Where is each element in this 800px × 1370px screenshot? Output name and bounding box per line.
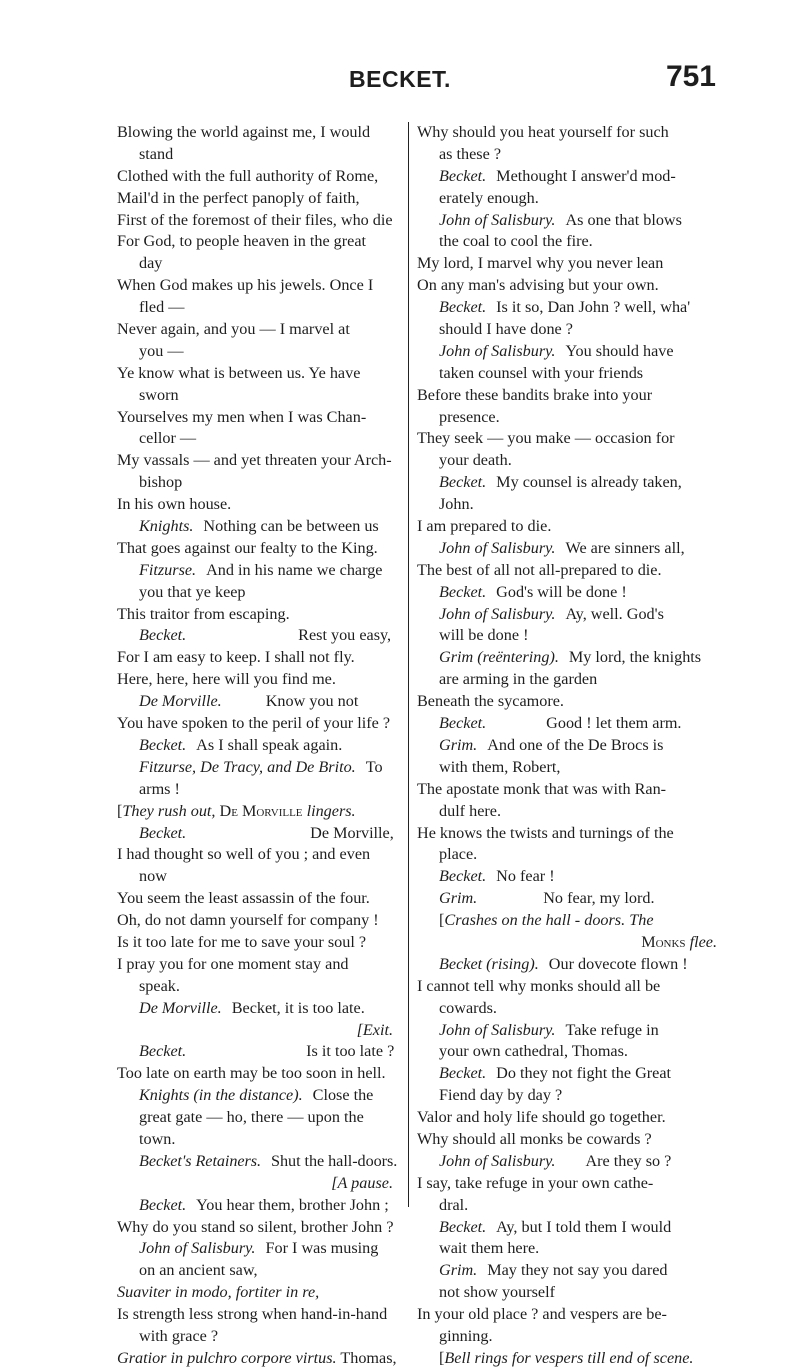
text-line [417, 669, 717, 691]
line-text: Mail'd in the perfect panoply of faith, [117, 188, 360, 207]
text-line [117, 647, 393, 669]
text-line [117, 385, 393, 407]
line-text: Shut the hall-doors. [271, 1151, 398, 1170]
text-line [117, 341, 393, 363]
text-line [417, 582, 717, 604]
speaker-name: Becket. [439, 298, 487, 317]
text-line [417, 1195, 717, 1217]
text-line [117, 844, 393, 866]
line-text: That goes against our fealty to the King. [117, 538, 378, 557]
line-text: John. [439, 495, 474, 514]
line-text: Yourselves my men when I was Chan- [117, 407, 367, 426]
text-line [117, 669, 393, 691]
line-text: Take refuge in [565, 1020, 659, 1039]
line-text: Methought I answer'd mod- [496, 166, 676, 185]
text-line [417, 1304, 717, 1326]
line-text: Is it too late for me to save your soul ? [117, 932, 367, 951]
running-head: BECKET. [349, 66, 451, 92]
line-text: speak. [139, 976, 180, 995]
text-line [417, 428, 717, 450]
speaker-name: John of Salisbury. [439, 341, 556, 360]
text-line [417, 604, 717, 626]
speaker-name: Becket. [139, 735, 187, 754]
line-text: In your old place ? and vespers are be- [417, 1305, 667, 1324]
text-line [117, 1348, 397, 1370]
line-text: I say, take refuge in your own cathe- [417, 1173, 654, 1192]
stage-direction: Bell rings for vespers till end of scene. [444, 1348, 694, 1367]
stage-direction: Crashes on the hall - doors. [444, 911, 626, 930]
line-text: with them, Robert, [439, 757, 561, 776]
line-text: dral. [439, 1195, 469, 1214]
text-line [417, 779, 717, 801]
line-text: as these ? [439, 144, 502, 163]
text-line [417, 1217, 717, 1239]
line-text: Do they not fight the Great [496, 1064, 672, 1083]
speaker-name: Becket's Retainers. [139, 1151, 262, 1170]
text-line [117, 1041, 393, 1063]
speaker-name: John of Salisbury. [439, 1020, 556, 1039]
line-text: Fiend day by day ? [439, 1086, 563, 1105]
line-text: town. [139, 1129, 176, 1148]
stage-direction: flee. [689, 932, 717, 951]
line-text: When God makes up his jewels. Once I [117, 276, 374, 295]
text-line [417, 188, 717, 210]
text-line [117, 625, 393, 647]
text-line [117, 166, 393, 188]
speaker-name: Becket. [439, 867, 487, 886]
speaker-name: Becket. [139, 823, 187, 842]
line-text: Rest you easy, [298, 626, 392, 645]
line-text: arms ! [139, 779, 180, 798]
text-line [417, 976, 717, 998]
speaker-name: Becket. [139, 1195, 187, 1214]
line-text: Becket, it is too late. [231, 998, 365, 1017]
line-text: Are they so ? [585, 1151, 672, 1170]
line-text: the coal to cool the fire. [439, 232, 593, 251]
line-text: First of the foremost of their files, who die [117, 210, 393, 229]
line-text: great gate — ho, there — upon the [139, 1108, 364, 1127]
text-line [117, 1129, 393, 1151]
line-text: We are sinners all, [565, 538, 685, 557]
stage-direction: They rush out, [122, 801, 216, 820]
text-line [117, 866, 393, 888]
stage-direction: [Exit. [356, 1020, 393, 1039]
stage-direction: The [629, 911, 654, 930]
text-line [117, 823, 393, 845]
line-text: I had thought so well of you ; and even [117, 845, 371, 864]
speaker-name: John of Salisbury. [439, 1151, 556, 1170]
text-line [417, 1085, 717, 1107]
line-text: He knows the twists and turnings of the [417, 823, 674, 842]
speaker-name: Knights (in the distance). [139, 1086, 303, 1105]
text-line [117, 910, 393, 932]
text-line: [They rush out, De Morville lingers. [117, 801, 356, 820]
speaker-name: De Morville. [139, 998, 222, 1017]
line-text: For I was musing [265, 1239, 379, 1258]
text-line [117, 582, 393, 604]
line-text: you that ye keep [139, 582, 246, 601]
line-text: will be done ! [439, 626, 529, 645]
line-text: Clothed with the full authority of Rome, [117, 166, 379, 185]
line-text: Our dovecote flown ! [548, 954, 688, 973]
line-text: I am prepared to die. [417, 517, 552, 536]
speaker-name: Grim (reëntering). [439, 648, 559, 667]
latin-line: Suaviter in modo, fortiter in re, [117, 1283, 320, 1302]
text-line [117, 932, 393, 954]
line-text: My lord, the knights [568, 648, 702, 667]
line-text: You seem the least assassin of the four. [117, 889, 370, 908]
text-line [117, 1238, 393, 1260]
text-line [117, 363, 393, 385]
line-text: My vassals — and yet threaten your Arch- [117, 451, 392, 470]
line-text: cowards. [439, 998, 497, 1017]
left-column [117, 122, 398, 1370]
text-line [417, 757, 717, 779]
text-line [417, 691, 717, 713]
text-line [117, 428, 393, 450]
right-column [408, 122, 717, 1367]
text-line [117, 1107, 393, 1129]
text-line [117, 757, 393, 779]
line-text: sworn [139, 385, 179, 404]
speaker-name: Becket (rising). [439, 954, 539, 973]
speaker-name: De Morville. [139, 692, 222, 711]
line-text: Thomas, [340, 1348, 397, 1367]
line-text: They seek — you make — occasion for [417, 429, 675, 448]
line-text: Close the [312, 1086, 374, 1105]
text-line [417, 1063, 717, 1085]
speaker-name: Becket. [439, 1064, 487, 1083]
text-line [117, 954, 393, 976]
line-text: ginning. [439, 1326, 493, 1345]
text-line [117, 604, 393, 626]
line-text: Is strength less strong when hand-in-hand [117, 1305, 388, 1324]
line-text: To [365, 757, 383, 776]
text-line [417, 122, 717, 144]
text-line [117, 231, 393, 253]
line-text: your death. [439, 451, 512, 470]
text-line [117, 407, 393, 429]
text-line [417, 866, 717, 888]
text-line [417, 516, 717, 538]
text-line [417, 210, 717, 232]
speaker-name: Fitzurse, De Tracy, and De Brito. [139, 757, 356, 776]
line-text: My lord, I marvel why you never lean [417, 254, 664, 273]
text-line [117, 1195, 393, 1217]
text-line [117, 1085, 393, 1107]
text-line [417, 407, 717, 429]
line-text: bishop [139, 473, 183, 492]
text-line [417, 932, 717, 954]
text-line: [Crashes on the hall - doors. The [439, 911, 654, 930]
line-text: No fear ! [496, 867, 555, 886]
line-text: Is it too late ? [306, 1042, 395, 1061]
text-line [117, 888, 393, 910]
text-line [117, 998, 393, 1020]
text-line [117, 188, 393, 210]
text-line: [Bell rings for vespers till end of scene. [439, 1348, 694, 1367]
text-line [117, 275, 393, 297]
line-text: Here, here, here will you find me. [117, 670, 336, 689]
line-text: No fear, my lord. [543, 889, 655, 908]
speaker-name: John of Salisbury. [439, 538, 556, 557]
line-text: God's will be done ! [496, 582, 627, 601]
text-line [117, 253, 393, 275]
text-line [417, 253, 717, 275]
line-text: Valor and holy life should go together. [417, 1108, 666, 1127]
text-line [117, 319, 393, 341]
text-line [117, 1304, 393, 1326]
speaker-name: Knights. [139, 517, 194, 536]
text-line [117, 1326, 393, 1348]
text-line [117, 779, 393, 801]
line-text: For I am easy to keep. I shall not fly. [117, 648, 355, 667]
text-line [117, 516, 393, 538]
speaker-name: Grim. [439, 735, 478, 754]
text-line [417, 231, 717, 253]
text-line [417, 844, 717, 866]
text-line [417, 1238, 717, 1260]
text-line [117, 144, 393, 166]
text-line [117, 691, 393, 713]
line-text: Nothing can be between us [203, 517, 379, 536]
text-line [417, 385, 717, 407]
text-line [117, 1282, 393, 1304]
text-line [117, 976, 393, 998]
line-text: De Morville, [310, 823, 394, 842]
line-text: should I have done ? [439, 320, 573, 339]
line-text: you — [139, 341, 184, 360]
line-text: fled — [139, 298, 185, 317]
text-line [117, 560, 393, 582]
text-line [417, 735, 717, 757]
text-line [117, 1020, 393, 1042]
text-line [417, 166, 717, 188]
speaker-name: Grim. [439, 1261, 478, 1280]
line-text: Why should all monks be cowards ? [417, 1129, 652, 1148]
line-text: May they not say you dared [487, 1261, 668, 1280]
line-text: Good ! let them arm. [546, 714, 682, 733]
line-text: dulf here. [439, 801, 502, 820]
text-line [417, 1129, 717, 1151]
line-text: on an ancient saw, [139, 1261, 258, 1280]
line-text: are arming in the garden [439, 670, 598, 689]
text-line [117, 713, 393, 735]
line-text: This traitor from escaping. [117, 604, 290, 623]
line-text: Too late on earth may be too soon in hell. [117, 1064, 386, 1083]
text-line [417, 341, 717, 363]
line-text: Why do you stand so silent, brother John ? [117, 1217, 394, 1236]
text-line [417, 560, 717, 582]
speaker-name: Becket. [439, 1217, 487, 1236]
line-text: Blowing the world against me, I would [117, 123, 371, 141]
text-line [117, 1063, 393, 1085]
stage-direction: [A pause. [331, 1173, 393, 1192]
text-line [417, 888, 717, 910]
text-line [417, 801, 717, 823]
line-text: wait them here. [439, 1239, 540, 1258]
speaker-name: Becket. [139, 626, 187, 645]
line-text: As I shall speak again. [196, 735, 343, 754]
line-text: My counsel is already taken, [496, 473, 682, 492]
text-line [117, 210, 393, 232]
text-line [117, 450, 393, 472]
line-text: Ay, well. God's [565, 604, 664, 623]
line-text: You have spoken to the peril of your life ? [117, 714, 391, 733]
text-line [417, 998, 717, 1020]
line-text: Why should you heat yourself for such [417, 123, 669, 141]
text-line [417, 144, 717, 166]
text-line [117, 538, 393, 560]
line-text: For God, to people heaven in the great [117, 232, 367, 251]
speaker-name: Becket. [439, 582, 487, 601]
line-text: stand [139, 144, 174, 163]
text-line [417, 275, 717, 297]
speaker-name: Fitzurse. [139, 560, 197, 579]
line-text: now [139, 867, 167, 886]
speaker-name: Becket. [439, 473, 487, 492]
line-text: not show yourself [439, 1283, 555, 1302]
line-text: erately enough. [439, 188, 539, 207]
line-text: You should have [565, 341, 674, 360]
text-line [117, 1260, 393, 1282]
line-text: On any man's advising but your own. [417, 276, 659, 295]
line-text: In his own house. [117, 495, 232, 514]
speaker-name: Becket. [139, 1042, 187, 1061]
speaker-name: John of Salisbury. [439, 210, 556, 229]
text-line [417, 1151, 717, 1173]
line-text: Never again, and you — I marvel at [117, 320, 350, 339]
line-text: And in his name we charge [206, 560, 383, 579]
page-number: 751 [665, 60, 716, 93]
speaker-name: John of Salisbury. [139, 1239, 256, 1258]
speaker-name: John of Salisbury. [439, 604, 556, 623]
speaker-name: Becket. [439, 166, 487, 185]
text-line [117, 297, 393, 319]
line-text: place. [439, 845, 478, 864]
text-line [117, 1173, 393, 1195]
text-line [117, 735, 393, 757]
text-line [117, 494, 393, 516]
line-text: You hear them, brother John ; [196, 1195, 389, 1214]
line-text: Know you not [265, 692, 359, 711]
line-text: Is it so, Dan John ? well, wha' [496, 298, 691, 317]
stage-direction: lingers. [306, 801, 356, 820]
line-text: Oh, do not damn yourself for company ! [117, 911, 379, 930]
line-text: The apostate monk that was with Ran- [417, 779, 667, 798]
line-text: cellor — [139, 429, 197, 448]
line-text: Ay, but I told them I would [496, 1217, 672, 1236]
line-text: your own cathedral, Thomas. [439, 1042, 628, 1061]
text-line [417, 363, 717, 385]
text-line [417, 472, 717, 494]
text-line [417, 823, 717, 845]
text-line [417, 954, 717, 976]
text-line [117, 472, 393, 494]
page-header [0, 60, 800, 110]
stage-direction-name: De Morville [219, 801, 303, 820]
latin-line: Gratior in pulchro corpore virtus. [117, 1348, 337, 1367]
line-text: The best of all not all-prepared to die. [417, 560, 662, 579]
text-line [117, 1151, 398, 1173]
speaker-name: Becket. [439, 714, 487, 733]
stage-direction-name: Monks [641, 932, 686, 951]
text-line [417, 1041, 717, 1063]
text-line [417, 647, 717, 669]
line-text: I cannot tell why monks should all be [417, 976, 661, 995]
text-line [117, 122, 393, 144]
line-text: I pray you for one moment stay and [117, 954, 349, 973]
text-line [417, 538, 717, 560]
text-line [417, 1282, 717, 1304]
text-line [417, 713, 717, 735]
text-line [417, 1020, 717, 1042]
line-text: with grace ? [139, 1326, 219, 1345]
line-text: presence. [439, 407, 500, 426]
line-text: day [139, 254, 163, 273]
text-line [417, 1326, 717, 1348]
text-line [417, 1107, 717, 1129]
line-text: As one that blows [565, 210, 682, 229]
line-text: And one of the De Brocs is [487, 735, 664, 754]
line-text: Ye know what is between us. Ye have [117, 363, 361, 382]
text-line [417, 1173, 717, 1195]
text-line [417, 319, 717, 341]
text-line [417, 450, 717, 472]
text-line [417, 494, 717, 516]
line-text: Before these bandits brake into your [417, 385, 653, 404]
text-line [117, 1217, 393, 1239]
line-text: taken counsel with your friends [439, 363, 644, 382]
line-text: Beneath the sycamore. [417, 692, 564, 711]
text-line [417, 625, 717, 647]
text-line [417, 1260, 717, 1282]
speaker-name: Grim. [439, 889, 478, 908]
text-line [417, 297, 717, 319]
